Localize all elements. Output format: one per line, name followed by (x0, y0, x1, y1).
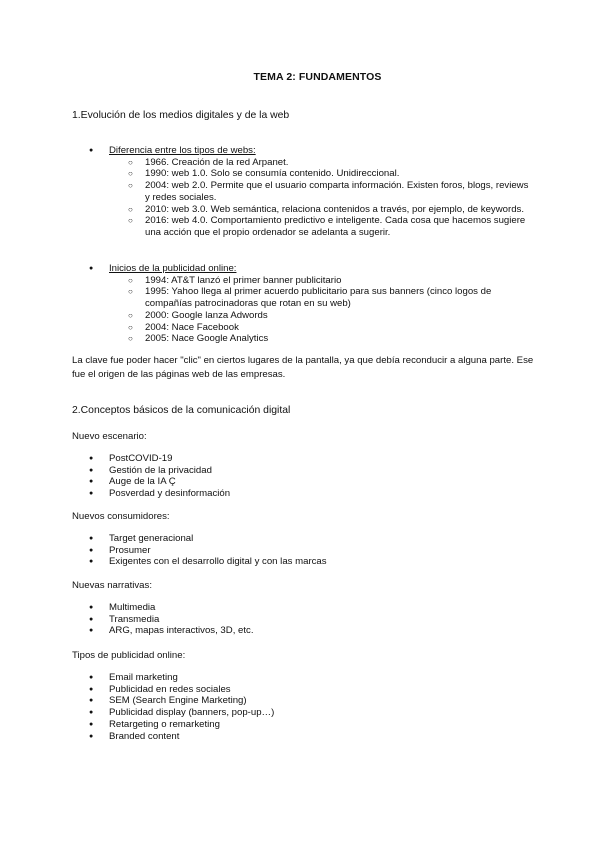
narrativas-list (72, 602, 532, 637)
list-item: ● Exigentes con el desarrollo digital y con las marcas (72, 556, 532, 568)
narrativas-label: Nuevas narrativas: (72, 580, 152, 591)
ad-history-bullet (72, 263, 532, 275)
narrativas-block (72, 602, 532, 637)
tipos-list (72, 672, 532, 742)
list-item: ● PostCOVID-19 (72, 453, 532, 465)
tipos-block (72, 672, 532, 742)
escenario-block (72, 453, 532, 500)
tipos-label: Tipos de publicidad online: (72, 650, 186, 661)
list-item: ○ 1990: web 1.0. Solo se consumía contenido. Unidireccional. (72, 168, 532, 180)
list-item: ● Email marketing (72, 672, 532, 684)
page-title: TEMA 2: FUNDAMENTOS (253, 71, 382, 83)
ad-history-label: Inicios de la publicidad online: (109, 263, 237, 274)
list-item: ○ 2004: web 2.0. Permite que el usuario comparta información. Existen foros, blogs, reviews y redes sociales. (72, 180, 532, 203)
list-item: ● Target generacional (72, 533, 532, 545)
list-item: ○ 1995: Yahoo llega al primer acuerdo publicitario para sus banners (cinco logos de compañías patrocinadoras que rotan en su web) (72, 286, 532, 309)
web-types-list (72, 157, 532, 239)
list-item: ○ 2016: web 4.0. Comportamiento predictivo e inteligente. Cada cosa que hacemos sugiere una acción que el propio ordenador se adelanta a sugerir. (72, 215, 532, 238)
ad-history-list (72, 275, 532, 345)
list-item: ● Retargeting o remarketing (72, 719, 532, 731)
list-item: ○ 1994: AT&T lanzó el primer banner publicitario (72, 275, 532, 287)
escenario-label: Nuevo escenario: (72, 431, 147, 442)
ad-history-block (72, 263, 532, 345)
web-types-bullet (72, 145, 532, 157)
section-1-heading: 1.Evolución de los medios digitales y de la web (72, 110, 290, 121)
consumidores-label: Nuevos consumidores: (72, 511, 170, 522)
list-item: ● Publicidad display (banners, pop-up…) (72, 707, 532, 719)
list-item: ● Publicidad en redes sociales (72, 684, 532, 696)
list-item: ● Prosumer (72, 545, 532, 557)
consumidores-block (72, 533, 532, 568)
list-item: ● Branded content (72, 731, 532, 743)
web-types-label: Diferencia entre los tipos de webs: (109, 145, 256, 156)
web-types-block (72, 145, 532, 239)
section-2-heading: 2.Conceptos básicos de la comunicación digital (72, 405, 291, 416)
list-item: ○ 2005: Nace Google Analytics (72, 333, 532, 345)
list-item: ○ 2004: Nace Facebook (72, 322, 532, 334)
list-item: ● Transmedia (72, 614, 532, 626)
consumidores-list (72, 533, 532, 568)
list-item: ● ARG, mapas interactivos, 3D, etc. (72, 625, 532, 637)
escenario-list (72, 453, 532, 500)
list-item: ● Gestión de la privacidad (72, 465, 532, 477)
list-item: ○ 2010: web 3.0. Web semántica, relaciona contenidos a través, por ejemplo, de keywords. (72, 204, 532, 216)
list-item: ● Posverdad y desinformación (72, 488, 532, 500)
list-item: ● SEM (Search Engine Marketing) (72, 695, 532, 707)
list-item: ● Auge de la IA Ç (72, 476, 532, 488)
list-item: ○ 2000: Google lanza Adwords (72, 310, 532, 322)
list-item: ○ 1966. Creación de la red Arpanet. (72, 157, 532, 169)
list-item: ● Multimedia (72, 602, 532, 614)
conclusion-paragraph: La clave fue poder hacer "clic" en ciertos lugares de la pantalla, ya que debía reconducir a alguna parte. Ese fue el origen de las páginas web de las empresas. (72, 355, 534, 380)
